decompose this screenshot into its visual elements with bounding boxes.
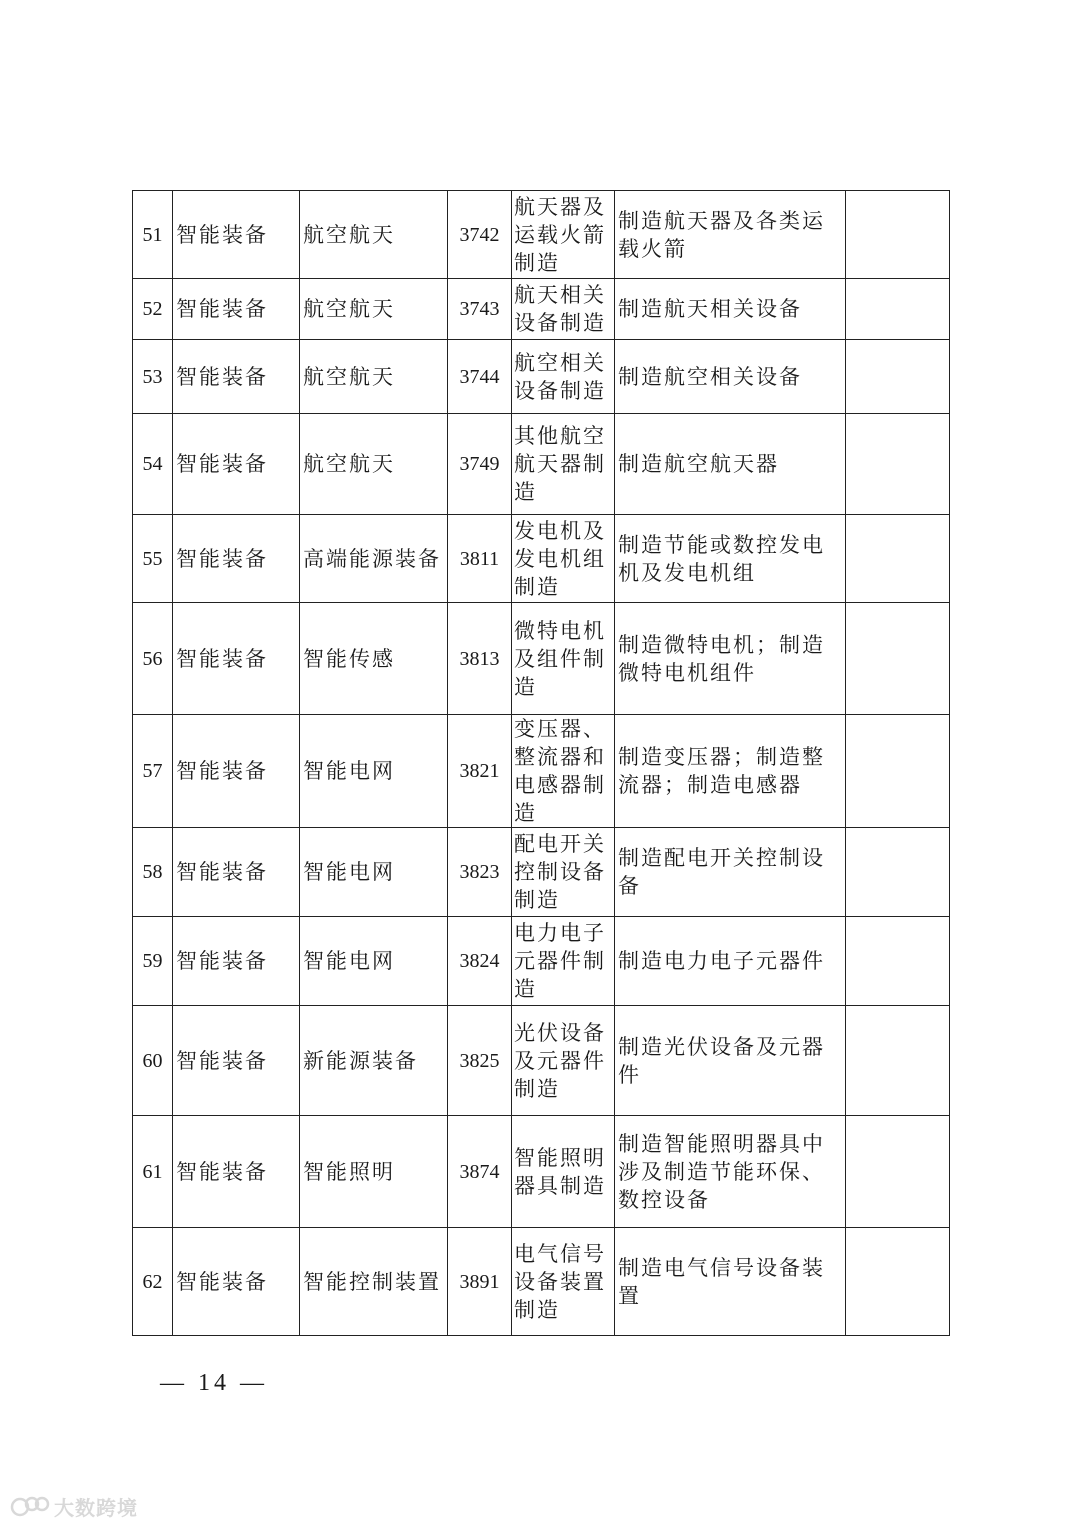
description-cell: 制造航天相关设备 — [615, 279, 846, 340]
row-number: 56 — [133, 603, 173, 715]
note-cell — [846, 1228, 950, 1336]
description-cell: 制造微特电机；制造微特电机组件 — [615, 603, 846, 715]
industry-name: 发电机及发电机组制造 — [512, 515, 615, 603]
description-cell: 制造配电开关控制设备 — [615, 828, 846, 917]
industry-name: 航天器及运载火箭制造 — [512, 191, 615, 279]
watermark-text: 大数跨境 — [54, 1496, 138, 1520]
industry-code: 3874 — [448, 1116, 512, 1228]
description-cell: 制造智能照明器具中涉及制造节能环保、数控设备 — [615, 1116, 846, 1228]
industry-code: 3824 — [448, 917, 512, 1006]
table-row — [133, 917, 950, 1006]
row-number: 57 — [133, 715, 173, 828]
table-row — [133, 515, 950, 603]
description-cell: 制造航空航天器 — [615, 414, 846, 515]
page-number: — 14 — — [160, 1370, 268, 1396]
note-cell — [846, 603, 950, 715]
field-cell: 智能电网 — [300, 715, 448, 828]
description-cell: 制造变压器；制造整流器；制造电感器 — [615, 715, 846, 828]
row-number: 61 — [133, 1116, 173, 1228]
watermark — [10, 1492, 138, 1521]
description-cell: 制造电气信号设备装置 — [615, 1228, 846, 1336]
field-cell: 高端能源装备 — [300, 515, 448, 603]
row-number: 59 — [133, 917, 173, 1006]
note-cell — [846, 917, 950, 1006]
description-cell: 制造光伏设备及元器件 — [615, 1006, 846, 1116]
note-cell — [846, 1006, 950, 1116]
category-cell: 智能装备 — [173, 515, 300, 603]
category-cell: 智能装备 — [173, 1116, 300, 1228]
note-cell — [846, 828, 950, 917]
industry-name: 其他航空航天器制造 — [512, 414, 615, 515]
category-cell: 智能装备 — [173, 715, 300, 828]
industry-code: 3891 — [448, 1228, 512, 1336]
category-cell: 智能装备 — [173, 917, 300, 1006]
field-cell: 智能传感 — [300, 603, 448, 715]
industry-code: 3825 — [448, 1006, 512, 1116]
description-cell: 制造航天器及各类运载火箭 — [615, 191, 846, 279]
table-row — [133, 828, 950, 917]
description-cell: 制造节能或数控发电机及发电机组 — [615, 515, 846, 603]
industry-name: 微特电机及组件制造 — [512, 603, 615, 715]
field-cell: 航空航天 — [300, 414, 448, 515]
note-cell — [846, 1116, 950, 1228]
industry-code: 3743 — [448, 279, 512, 340]
row-number: 60 — [133, 1006, 173, 1116]
category-cell: 智能装备 — [173, 340, 300, 414]
field-cell: 航空航天 — [300, 279, 448, 340]
category-cell: 智能装备 — [173, 1228, 300, 1336]
table-row — [133, 1006, 950, 1116]
table-body — [133, 191, 950, 1336]
row-number: 54 — [133, 414, 173, 515]
field-cell: 智能控制装置 — [300, 1228, 448, 1336]
row-number: 55 — [133, 515, 173, 603]
industry-name: 电力电子元器件制造 — [512, 917, 615, 1006]
industry-code: 3742 — [448, 191, 512, 279]
row-number: 58 — [133, 828, 173, 917]
industry-code: 3811 — [448, 515, 512, 603]
row-number: 51 — [133, 191, 173, 279]
industry-name: 配电开关控制设备制造 — [512, 828, 615, 917]
table-row — [133, 191, 950, 279]
field-cell: 智能电网 — [300, 828, 448, 917]
industry-code: 3823 — [448, 828, 512, 917]
industry-name: 光伏设备及元器件制造 — [512, 1006, 615, 1116]
field-cell: 航空航天 — [300, 340, 448, 414]
table-row — [133, 340, 950, 414]
row-number: 62 — [133, 1228, 173, 1336]
table-row — [133, 715, 950, 828]
industry-table — [132, 190, 949, 1336]
table-row — [133, 603, 950, 715]
description-cell: 制造电力电子元器件 — [615, 917, 846, 1006]
category-cell: 智能装备 — [173, 279, 300, 340]
industry-code: 3744 — [448, 340, 512, 414]
field-cell: 智能照明 — [300, 1116, 448, 1228]
category-cell: 智能装备 — [173, 414, 300, 515]
field-cell: 新能源装备 — [300, 1006, 448, 1116]
field-cell: 航空航天 — [300, 191, 448, 279]
industry-name: 航天相关设备制造 — [512, 279, 615, 340]
row-number: 52 — [133, 279, 173, 340]
note-cell — [846, 340, 950, 414]
industry-code: 3749 — [448, 414, 512, 515]
field-cell: 智能电网 — [300, 917, 448, 1006]
description-cell: 制造航空相关设备 — [615, 340, 846, 414]
industry-code: 3813 — [448, 603, 512, 715]
industry-name: 航空相关设备制造 — [512, 340, 615, 414]
industry-name: 智能照明器具制造 — [512, 1116, 615, 1228]
note-cell — [846, 414, 950, 515]
table-row — [133, 1228, 950, 1336]
note-cell — [846, 191, 950, 279]
brand-logo-icon — [10, 1494, 50, 1520]
note-cell — [846, 515, 950, 603]
category-cell: 智能装备 — [173, 1006, 300, 1116]
row-number: 53 — [133, 340, 173, 414]
table-row — [133, 1116, 950, 1228]
industry-name: 电气信号设备装置制造 — [512, 1228, 615, 1336]
table-row — [133, 279, 950, 340]
table-row — [133, 414, 950, 515]
category-cell: 智能装备 — [173, 828, 300, 917]
note-cell — [846, 279, 950, 340]
note-cell — [846, 715, 950, 828]
industry-name: 变压器、整流器和电感器制造 — [512, 715, 615, 828]
industry-code: 3821 — [448, 715, 512, 828]
category-cell: 智能装备 — [173, 191, 300, 279]
category-cell: 智能装备 — [173, 603, 300, 715]
